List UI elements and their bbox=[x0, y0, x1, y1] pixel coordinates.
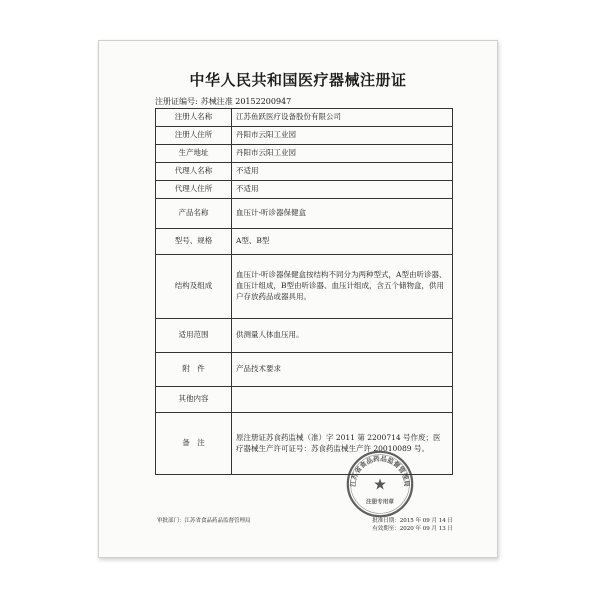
approval-dates bbox=[372, 517, 453, 534]
valid-until-label: 有效期至： bbox=[372, 526, 400, 533]
table-row bbox=[156, 127, 453, 145]
certificate-table bbox=[155, 108, 453, 475]
certificate-document bbox=[98, 40, 498, 558]
row-key: 型号、规格 bbox=[156, 229, 232, 255]
seal-graphic bbox=[345, 449, 415, 519]
row-value: 不适用 bbox=[232, 163, 453, 181]
row-value: 江苏鱼跃医疗设备股份有限公司 bbox=[232, 109, 453, 127]
row-key: 适用范围 bbox=[156, 319, 232, 353]
table-row bbox=[156, 163, 453, 181]
row-value: 丹阳市云阳工业园 bbox=[232, 145, 453, 163]
row-key: 结构及组成 bbox=[156, 255, 232, 319]
registration-number-label: 注册证编号: bbox=[155, 97, 198, 106]
row-key: 附 件 bbox=[156, 353, 232, 387]
valid-until-value: 2020 年 09 月 13 日 bbox=[399, 526, 453, 533]
row-key: 代理人住所 bbox=[156, 181, 232, 199]
approval-date-label: 批准日期： bbox=[372, 518, 400, 524]
table-row bbox=[156, 255, 453, 319]
row-value: A型、B型 bbox=[232, 229, 453, 255]
approval-department-label: 审批部门： bbox=[157, 518, 185, 524]
table-row bbox=[156, 229, 453, 255]
row-value bbox=[232, 387, 453, 413]
table-row bbox=[156, 319, 453, 353]
approval-date-value: 2015 年 09 月 14 日 bbox=[399, 518, 453, 524]
row-value: 原注册证苏食药监械（准）字 2011 第 2200714 号作废；医疗器械生产许可证号：苏食药监械生产许 20010089 号。 bbox=[232, 413, 453, 475]
table-row bbox=[156, 181, 453, 199]
row-value: 血压计-听诊器保健盒 bbox=[232, 199, 453, 229]
row-key: 生产地址 bbox=[156, 145, 232, 163]
registration-number-value: 苏械注准 20152200947 bbox=[200, 97, 292, 106]
row-value: 丹阳市云阳工业园 bbox=[232, 127, 453, 145]
seal-bottom-text: 注册专用章 bbox=[366, 499, 394, 506]
row-key: 注册人住所 bbox=[156, 127, 232, 145]
table-row bbox=[156, 199, 453, 229]
row-value: 供测量人体血压用。 bbox=[232, 319, 453, 353]
row-key: 备 注 bbox=[156, 413, 232, 475]
seal-arc-text: 江苏省食品药品监督管理局 bbox=[349, 454, 411, 488]
row-key: 其他内容 bbox=[156, 387, 232, 413]
table-row bbox=[156, 109, 453, 127]
approval-department bbox=[157, 517, 251, 525]
valid-until bbox=[372, 525, 453, 533]
row-key: 产品名称 bbox=[156, 199, 232, 229]
row-key: 代理人名称 bbox=[156, 163, 232, 181]
document-title: 中华人民共和国医疗器械注册证 bbox=[189, 71, 407, 89]
row-value: 不适用 bbox=[232, 181, 453, 199]
table-row bbox=[156, 353, 453, 387]
official-seal-stamp bbox=[345, 449, 415, 519]
row-value: 血压计-听诊器保健盒按结构不同分为两种型式，A型由听诊器、血压计组成，B型由听诊器、血压计组成，含五个储物盒，供用户存放药品或器具用。 bbox=[232, 255, 453, 319]
seal-star-icon: ★ bbox=[373, 475, 387, 494]
row-value: 产品技术要求 bbox=[232, 353, 453, 387]
approval-department-value: 江苏省食品药品监督管理局 bbox=[184, 518, 251, 524]
table-row bbox=[156, 387, 453, 413]
row-key: 注册人名称 bbox=[156, 109, 232, 127]
table-row bbox=[156, 145, 453, 163]
registration-number bbox=[155, 96, 291, 107]
